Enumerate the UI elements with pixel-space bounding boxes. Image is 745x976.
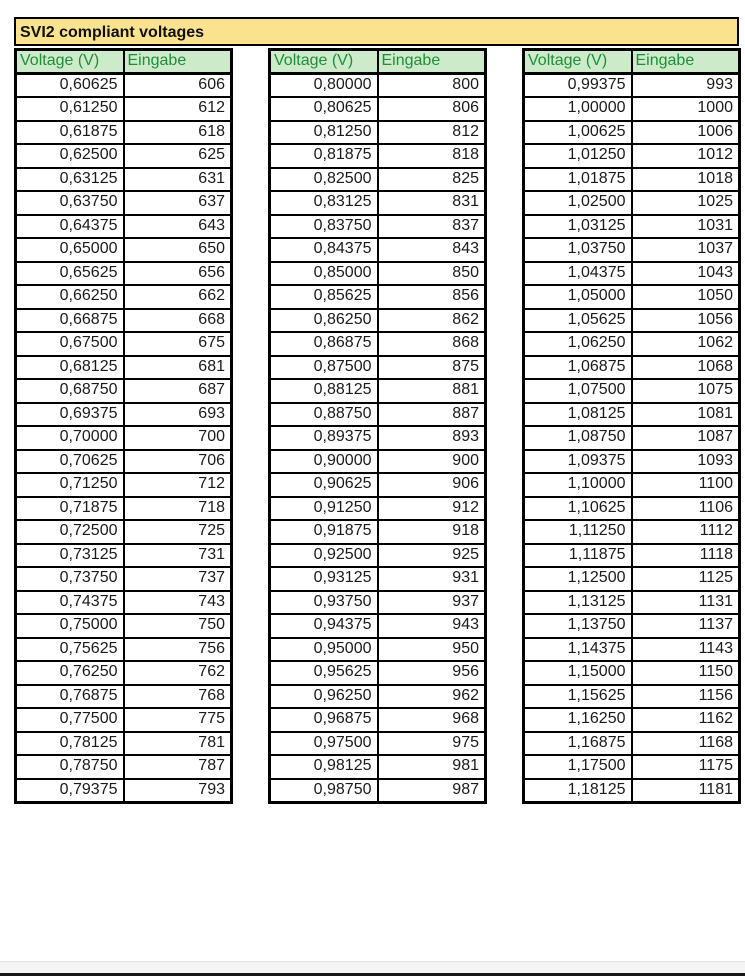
voltage-cell[interactable]: 1,09375 xyxy=(524,450,632,474)
table-row xyxy=(524,755,740,779)
table-row xyxy=(270,473,486,497)
voltage-cell[interactable]: 1,01250 xyxy=(524,144,632,168)
eingabe-cell[interactable]: 743 xyxy=(124,591,232,615)
voltage-cell[interactable]: 0,73750 xyxy=(16,567,124,591)
voltage-cell[interactable]: 0,80625 xyxy=(270,97,378,121)
voltage-cell[interactable]: 1,04375 xyxy=(524,262,632,286)
eingabe-cell[interactable]: 625 xyxy=(124,144,232,168)
eingabe-cell[interactable]: 1112 xyxy=(632,520,740,544)
eingabe-cell[interactable]: 831 xyxy=(378,191,486,215)
table-row xyxy=(270,168,486,192)
table-row xyxy=(16,708,232,732)
voltage-cell[interactable]: 1,05000 xyxy=(524,285,632,309)
eingabe-cell[interactable]: 643 xyxy=(124,215,232,239)
table-row xyxy=(270,309,486,333)
table-row xyxy=(16,332,232,356)
table-row xyxy=(270,191,486,215)
eingabe-cell[interactable]: 956 xyxy=(378,661,486,685)
voltage-cell[interactable]: 0,75000 xyxy=(16,614,124,638)
voltage-cell[interactable]: 0,74375 xyxy=(16,591,124,615)
table-row xyxy=(524,567,740,591)
table-row xyxy=(270,121,486,145)
table-row xyxy=(524,520,740,544)
voltage-cell[interactable]: 0,85625 xyxy=(270,285,378,309)
voltage-cell[interactable]: 0,60625 xyxy=(16,74,124,98)
table-row xyxy=(524,215,740,239)
voltage-cell[interactable]: 0,90000 xyxy=(270,450,378,474)
eingabe-cell[interactable]: 1043 xyxy=(632,262,740,286)
table-row xyxy=(270,544,486,568)
voltage-cell[interactable]: 1,10625 xyxy=(524,497,632,521)
voltage-cell[interactable]: 0,68125 xyxy=(16,356,124,380)
eingabe-cell[interactable]: 900 xyxy=(378,450,486,474)
eingabe-cell[interactable]: 937 xyxy=(378,591,486,615)
voltage-cell[interactable]: 0,86875 xyxy=(270,332,378,356)
table-row xyxy=(270,638,486,662)
table-row xyxy=(16,685,232,709)
table-row xyxy=(16,755,232,779)
eingabe-cell[interactable]: 1150 xyxy=(632,661,740,685)
table-row xyxy=(524,262,740,286)
voltage-cell[interactable]: 0,98750 xyxy=(270,779,378,803)
eingabe-cell[interactable]: 800 xyxy=(378,74,486,98)
voltage-cell[interactable]: 1,02500 xyxy=(524,191,632,215)
table-row xyxy=(524,473,740,497)
table-row xyxy=(270,403,486,427)
eingabe-cell[interactable]: 950 xyxy=(378,638,486,662)
voltage-cell[interactable]: 1,05625 xyxy=(524,309,632,333)
table-row xyxy=(270,332,486,356)
eingabe-cell[interactable]: 781 xyxy=(124,732,232,756)
voltage-cell[interactable]: 0,88750 xyxy=(270,403,378,427)
voltage-cell[interactable]: 0,75625 xyxy=(16,638,124,662)
voltage-cell[interactable]: 0,85000 xyxy=(270,262,378,286)
voltage-header-cell[interactable]: Voltage (V) xyxy=(270,50,378,74)
table-row xyxy=(270,567,486,591)
voltage-cell[interactable]: 0,78750 xyxy=(16,755,124,779)
voltage-cell[interactable]: 0,61250 xyxy=(16,97,124,121)
voltage-cell[interactable]: 0,91875 xyxy=(270,520,378,544)
table-row xyxy=(16,779,232,803)
voltage-cell[interactable]: 0,84375 xyxy=(270,238,378,262)
voltage-cell[interactable]: 0,86250 xyxy=(270,309,378,333)
eingabe-cell[interactable]: 850 xyxy=(378,262,486,286)
voltage-cell[interactable]: 1,17500 xyxy=(524,755,632,779)
table-row xyxy=(270,685,486,709)
eingabe-cell[interactable]: 656 xyxy=(124,262,232,286)
table-row xyxy=(524,685,740,709)
voltage-cell[interactable]: 0,68750 xyxy=(16,379,124,403)
eingabe-cell[interactable]: 837 xyxy=(378,215,486,239)
eingabe-cell[interactable]: 931 xyxy=(378,567,486,591)
voltage-cell[interactable]: 0,83125 xyxy=(270,191,378,215)
eingabe-cell[interactable]: 750 xyxy=(124,614,232,638)
eingabe-cell[interactable]: 1181 xyxy=(632,779,740,803)
voltage-cell[interactable]: 1,15000 xyxy=(524,661,632,685)
table-row xyxy=(16,567,232,591)
eingabe-cell[interactable]: 962 xyxy=(378,685,486,709)
table-row xyxy=(270,215,486,239)
table-row xyxy=(16,638,232,662)
voltage-cell[interactable]: 0,64375 xyxy=(16,215,124,239)
eingabe-cell[interactable]: 618 xyxy=(124,121,232,145)
voltage-cell[interactable]: 1,15625 xyxy=(524,685,632,709)
eingabe-cell[interactable]: 718 xyxy=(124,497,232,521)
voltage-cell[interactable]: 0,80000 xyxy=(270,74,378,98)
eingabe-cell[interactable]: 1125 xyxy=(632,567,740,591)
eingabe-cell[interactable]: 881 xyxy=(378,379,486,403)
voltage-cell[interactable]: 1,00625 xyxy=(524,121,632,145)
table-row xyxy=(524,191,740,215)
eingabe-cell[interactable]: 612 xyxy=(124,97,232,121)
eingabe-cell[interactable]: 875 xyxy=(378,356,486,380)
table-row xyxy=(524,661,740,685)
table-row xyxy=(524,285,740,309)
voltage-cell[interactable]: 1,03125 xyxy=(524,215,632,239)
voltage-cell[interactable]: 0,91250 xyxy=(270,497,378,521)
table-row xyxy=(270,97,486,121)
eingabe-cell[interactable]: 675 xyxy=(124,332,232,356)
eingabe-cell[interactable]: 1050 xyxy=(632,285,740,309)
table-row xyxy=(524,779,740,803)
voltage-cell[interactable]: 0,65000 xyxy=(16,238,124,262)
voltage-cell[interactable]: 0,77500 xyxy=(16,708,124,732)
eingabe-cell[interactable]: 731 xyxy=(124,544,232,568)
eingabe-cell[interactable]: 1106 xyxy=(632,497,740,521)
eingabe-cell[interactable]: 981 xyxy=(378,755,486,779)
voltage-cell[interactable]: 0,63125 xyxy=(16,168,124,192)
table-row xyxy=(524,450,740,474)
table-row xyxy=(270,591,486,615)
voltage-cell[interactable]: 0,69375 xyxy=(16,403,124,427)
table-row xyxy=(524,638,740,662)
voltage-header-cell[interactable]: Voltage (V) xyxy=(524,50,632,74)
table-row xyxy=(16,544,232,568)
voltage-cell[interactable]: 1,08125 xyxy=(524,403,632,427)
eingabe-cell[interactable]: 793 xyxy=(124,779,232,803)
table-row xyxy=(524,544,740,568)
table-row xyxy=(16,450,232,474)
table-row xyxy=(16,144,232,168)
eingabe-cell[interactable]: 687 xyxy=(124,379,232,403)
eingabe-cell[interactable]: 912 xyxy=(378,497,486,521)
eingabe-cell[interactable]: 650 xyxy=(124,238,232,262)
voltage-cell[interactable]: 0,71875 xyxy=(16,497,124,521)
table-row xyxy=(524,614,740,638)
voltage-cell[interactable]: 1,08750 xyxy=(524,426,632,450)
table-row xyxy=(524,708,740,732)
table-row xyxy=(16,74,232,98)
eingabe-header-cell[interactable]: Eingabe xyxy=(378,50,486,74)
table-row xyxy=(270,262,486,286)
table-row xyxy=(524,74,740,98)
voltage-cell[interactable]: 1,14375 xyxy=(524,638,632,662)
voltage-cell[interactable]: 0,66875 xyxy=(16,309,124,333)
eingabe-cell[interactable]: 662 xyxy=(124,285,232,309)
voltage-cell[interactable]: 0,94375 xyxy=(270,614,378,638)
table-row xyxy=(524,309,740,333)
eingabe-cell[interactable]: 631 xyxy=(124,168,232,192)
table-row xyxy=(524,379,740,403)
table-row xyxy=(270,614,486,638)
table-row xyxy=(270,426,486,450)
table-row xyxy=(16,426,232,450)
eingabe-cell[interactable]: 1137 xyxy=(632,614,740,638)
voltage-table-3 xyxy=(522,48,741,804)
table-row xyxy=(16,403,232,427)
voltage-cell[interactable]: 0,95000 xyxy=(270,638,378,662)
table-row xyxy=(16,497,232,521)
table-row xyxy=(270,520,486,544)
table-row xyxy=(524,356,740,380)
voltage-cell[interactable]: 0,92500 xyxy=(270,544,378,568)
table-row xyxy=(270,732,486,756)
voltage-cell[interactable]: 0,99375 xyxy=(524,74,632,98)
spreadsheet-area xyxy=(14,17,741,804)
eingabe-cell[interactable]: 887 xyxy=(378,403,486,427)
table-row xyxy=(16,732,232,756)
eingabe-cell[interactable]: 1156 xyxy=(632,685,740,709)
eingabe-cell[interactable]: 987 xyxy=(378,779,486,803)
voltage-cell[interactable]: 1,01875 xyxy=(524,168,632,192)
table-row xyxy=(16,591,232,615)
eingabe-header-cell[interactable]: Eingabe xyxy=(632,50,740,74)
voltage-cell[interactable]: 0,82500 xyxy=(270,168,378,192)
table-row xyxy=(16,520,232,544)
voltage-table-1 xyxy=(14,48,233,804)
table-row xyxy=(16,97,232,121)
table-row xyxy=(16,121,232,145)
voltage-cell[interactable]: 1,06875 xyxy=(524,356,632,380)
table-row xyxy=(524,732,740,756)
table-row xyxy=(524,144,740,168)
eingabe-cell[interactable]: 893 xyxy=(378,426,486,450)
eingabe-cell[interactable]: 906 xyxy=(378,473,486,497)
voltage-cell[interactable]: 1,10000 xyxy=(524,473,632,497)
eingabe-cell[interactable]: 1093 xyxy=(632,450,740,474)
eingabe-cell[interactable]: 1068 xyxy=(632,356,740,380)
eingabe-cell[interactable]: 1075 xyxy=(632,379,740,403)
voltage-cell[interactable]: 0,96875 xyxy=(270,708,378,732)
voltage-cell[interactable]: 0,65625 xyxy=(16,262,124,286)
eingabe-cell[interactable]: 868 xyxy=(378,332,486,356)
voltage-table-2 xyxy=(268,48,487,804)
voltage-cell[interactable]: 0,88125 xyxy=(270,379,378,403)
eingabe-cell[interactable]: 1175 xyxy=(632,755,740,779)
table-row xyxy=(270,708,486,732)
table-row xyxy=(270,379,486,403)
table-row xyxy=(16,191,232,215)
voltage-cell[interactable]: 0,72500 xyxy=(16,520,124,544)
table-title[interactable]: SVI2 compliant voltages xyxy=(14,17,739,46)
table-row xyxy=(270,497,486,521)
voltage-cell[interactable]: 1,07500 xyxy=(524,379,632,403)
voltage-cell[interactable]: 0,93125 xyxy=(270,567,378,591)
table-row xyxy=(16,309,232,333)
eingabe-cell[interactable]: 712 xyxy=(124,473,232,497)
table-row xyxy=(524,238,740,262)
voltage-cell[interactable]: 1,18125 xyxy=(524,779,632,803)
table-row xyxy=(16,168,232,192)
eingabe-cell[interactable]: 1168 xyxy=(632,732,740,756)
eingabe-cell[interactable]: 856 xyxy=(378,285,486,309)
eingabe-cell[interactable]: 925 xyxy=(378,544,486,568)
eingabe-cell[interactable]: 806 xyxy=(378,97,486,121)
voltage-cell[interactable]: 0,76875 xyxy=(16,685,124,709)
table-row xyxy=(16,238,232,262)
voltage-cell[interactable]: 0,73125 xyxy=(16,544,124,568)
eingabe-cell[interactable]: 993 xyxy=(632,74,740,98)
table-row xyxy=(270,450,486,474)
table-row xyxy=(16,285,232,309)
tables-row xyxy=(14,48,741,804)
eingabe-cell[interactable]: 1056 xyxy=(632,309,740,333)
eingabe-cell[interactable]: 700 xyxy=(124,426,232,450)
eingabe-cell[interactable]: 637 xyxy=(124,191,232,215)
eingabe-cell[interactable]: 1087 xyxy=(632,426,740,450)
table-row xyxy=(270,661,486,685)
eingabe-header-cell[interactable]: Eingabe xyxy=(124,50,232,74)
table-row xyxy=(16,614,232,638)
voltage-cell[interactable]: 0,62500 xyxy=(16,144,124,168)
voltage-cell[interactable]: 0,63750 xyxy=(16,191,124,215)
table-row xyxy=(524,403,740,427)
table-row xyxy=(524,591,740,615)
voltage-cell[interactable]: 0,76250 xyxy=(16,661,124,685)
eingabe-cell[interactable]: 1081 xyxy=(632,403,740,427)
eingabe-cell[interactable]: 1131 xyxy=(632,591,740,615)
voltage-cell[interactable]: 1,06250 xyxy=(524,332,632,356)
eingabe-cell[interactable]: 862 xyxy=(378,309,486,333)
voltage-cell[interactable]: 1,11875 xyxy=(524,544,632,568)
table-row xyxy=(524,97,740,121)
eingabe-cell[interactable]: 918 xyxy=(378,520,486,544)
voltage-cell[interactable]: 1,03750 xyxy=(524,238,632,262)
table-row xyxy=(524,426,740,450)
table-row xyxy=(524,497,740,521)
eingabe-cell[interactable]: 1143 xyxy=(632,638,740,662)
voltage-cell[interactable]: 1,12500 xyxy=(524,567,632,591)
voltage-cell[interactable]: 0,93750 xyxy=(270,591,378,615)
voltage-cell[interactable]: 1,16250 xyxy=(524,708,632,732)
table-row xyxy=(16,661,232,685)
voltage-cell[interactable]: 1,11250 xyxy=(524,520,632,544)
table-row xyxy=(270,238,486,262)
table-row xyxy=(16,356,232,380)
voltage-cell[interactable]: 0,89375 xyxy=(270,426,378,450)
table-row xyxy=(524,121,740,145)
voltage-cell[interactable]: 1,16875 xyxy=(524,732,632,756)
eingabe-cell[interactable]: 1031 xyxy=(632,215,740,239)
voltage-cell[interactable]: 0,98125 xyxy=(270,755,378,779)
voltage-cell[interactable]: 0,95625 xyxy=(270,661,378,685)
eingabe-cell[interactable]: 706 xyxy=(124,450,232,474)
table-row xyxy=(16,215,232,239)
voltage-cell[interactable]: 0,70625 xyxy=(16,450,124,474)
eingabe-cell[interactable]: 1100 xyxy=(632,473,740,497)
eingabe-cell[interactable]: 762 xyxy=(124,661,232,685)
eingabe-cell[interactable]: 975 xyxy=(378,732,486,756)
voltage-cell[interactable]: 1,13125 xyxy=(524,591,632,615)
table-row xyxy=(524,168,740,192)
table-row xyxy=(270,755,486,779)
eingabe-cell[interactable]: 681 xyxy=(124,356,232,380)
eingabe-cell[interactable]: 606 xyxy=(124,74,232,98)
eingabe-cell[interactable]: 818 xyxy=(378,144,486,168)
voltage-cell[interactable]: 1,00000 xyxy=(524,97,632,121)
voltage-cell[interactable]: 0,81250 xyxy=(270,121,378,145)
eingabe-cell[interactable]: 725 xyxy=(124,520,232,544)
eingabe-cell[interactable]: 693 xyxy=(124,403,232,427)
eingabe-cell[interactable]: 825 xyxy=(378,168,486,192)
table-row xyxy=(524,332,740,356)
voltage-cell[interactable]: 0,71250 xyxy=(16,473,124,497)
table-row xyxy=(270,356,486,380)
eingabe-cell[interactable]: 843 xyxy=(378,238,486,262)
voltage-cell[interactable]: 0,90625 xyxy=(270,473,378,497)
header-row xyxy=(16,50,232,74)
voltage-cell[interactable]: 0,78125 xyxy=(16,732,124,756)
eingabe-cell[interactable]: 1006 xyxy=(632,121,740,145)
table-row xyxy=(16,262,232,286)
voltage-cell[interactable]: 0,81875 xyxy=(270,144,378,168)
eingabe-cell[interactable]: 768 xyxy=(124,685,232,709)
window-bottom-edge xyxy=(0,961,745,976)
eingabe-cell[interactable]: 737 xyxy=(124,567,232,591)
table-row xyxy=(16,473,232,497)
voltage-cell[interactable]: 1,13750 xyxy=(524,614,632,638)
eingabe-cell[interactable]: 787 xyxy=(124,755,232,779)
eingabe-cell[interactable]: 775 xyxy=(124,708,232,732)
eingabe-cell[interactable]: 968 xyxy=(378,708,486,732)
voltage-cell[interactable]: 0,70000 xyxy=(16,426,124,450)
eingabe-cell[interactable]: 1118 xyxy=(632,544,740,568)
table-row xyxy=(270,285,486,309)
eingabe-cell[interactable]: 668 xyxy=(124,309,232,333)
voltage-header-cell[interactable]: Voltage (V) xyxy=(16,50,124,74)
header-row xyxy=(524,50,740,74)
table-row xyxy=(270,74,486,98)
eingabe-cell[interactable]: 1025 xyxy=(632,191,740,215)
voltage-cell[interactable]: 0,87500 xyxy=(270,356,378,380)
eingabe-cell[interactable]: 1062 xyxy=(632,332,740,356)
eingabe-cell[interactable]: 1018 xyxy=(632,168,740,192)
voltage-cell[interactable]: 0,67500 xyxy=(16,332,124,356)
table-row xyxy=(270,779,486,803)
eingabe-cell[interactable]: 1000 xyxy=(632,97,740,121)
table-row xyxy=(16,379,232,403)
voltage-cell[interactable]: 0,66250 xyxy=(16,285,124,309)
voltage-cell[interactable]: 0,96250 xyxy=(270,685,378,709)
voltage-cell[interactable]: 0,79375 xyxy=(16,779,124,803)
voltage-cell[interactable]: 0,97500 xyxy=(270,732,378,756)
eingabe-cell[interactable]: 1012 xyxy=(632,144,740,168)
voltage-cell[interactable]: 0,83750 xyxy=(270,215,378,239)
eingabe-cell[interactable]: 812 xyxy=(378,121,486,145)
eingabe-cell[interactable]: 1162 xyxy=(632,708,740,732)
voltage-cell[interactable]: 0,61875 xyxy=(16,121,124,145)
eingabe-cell[interactable]: 756 xyxy=(124,638,232,662)
eingabe-cell[interactable]: 1037 xyxy=(632,238,740,262)
table-row xyxy=(270,144,486,168)
eingabe-cell[interactable]: 943 xyxy=(378,614,486,638)
header-row xyxy=(270,50,486,74)
